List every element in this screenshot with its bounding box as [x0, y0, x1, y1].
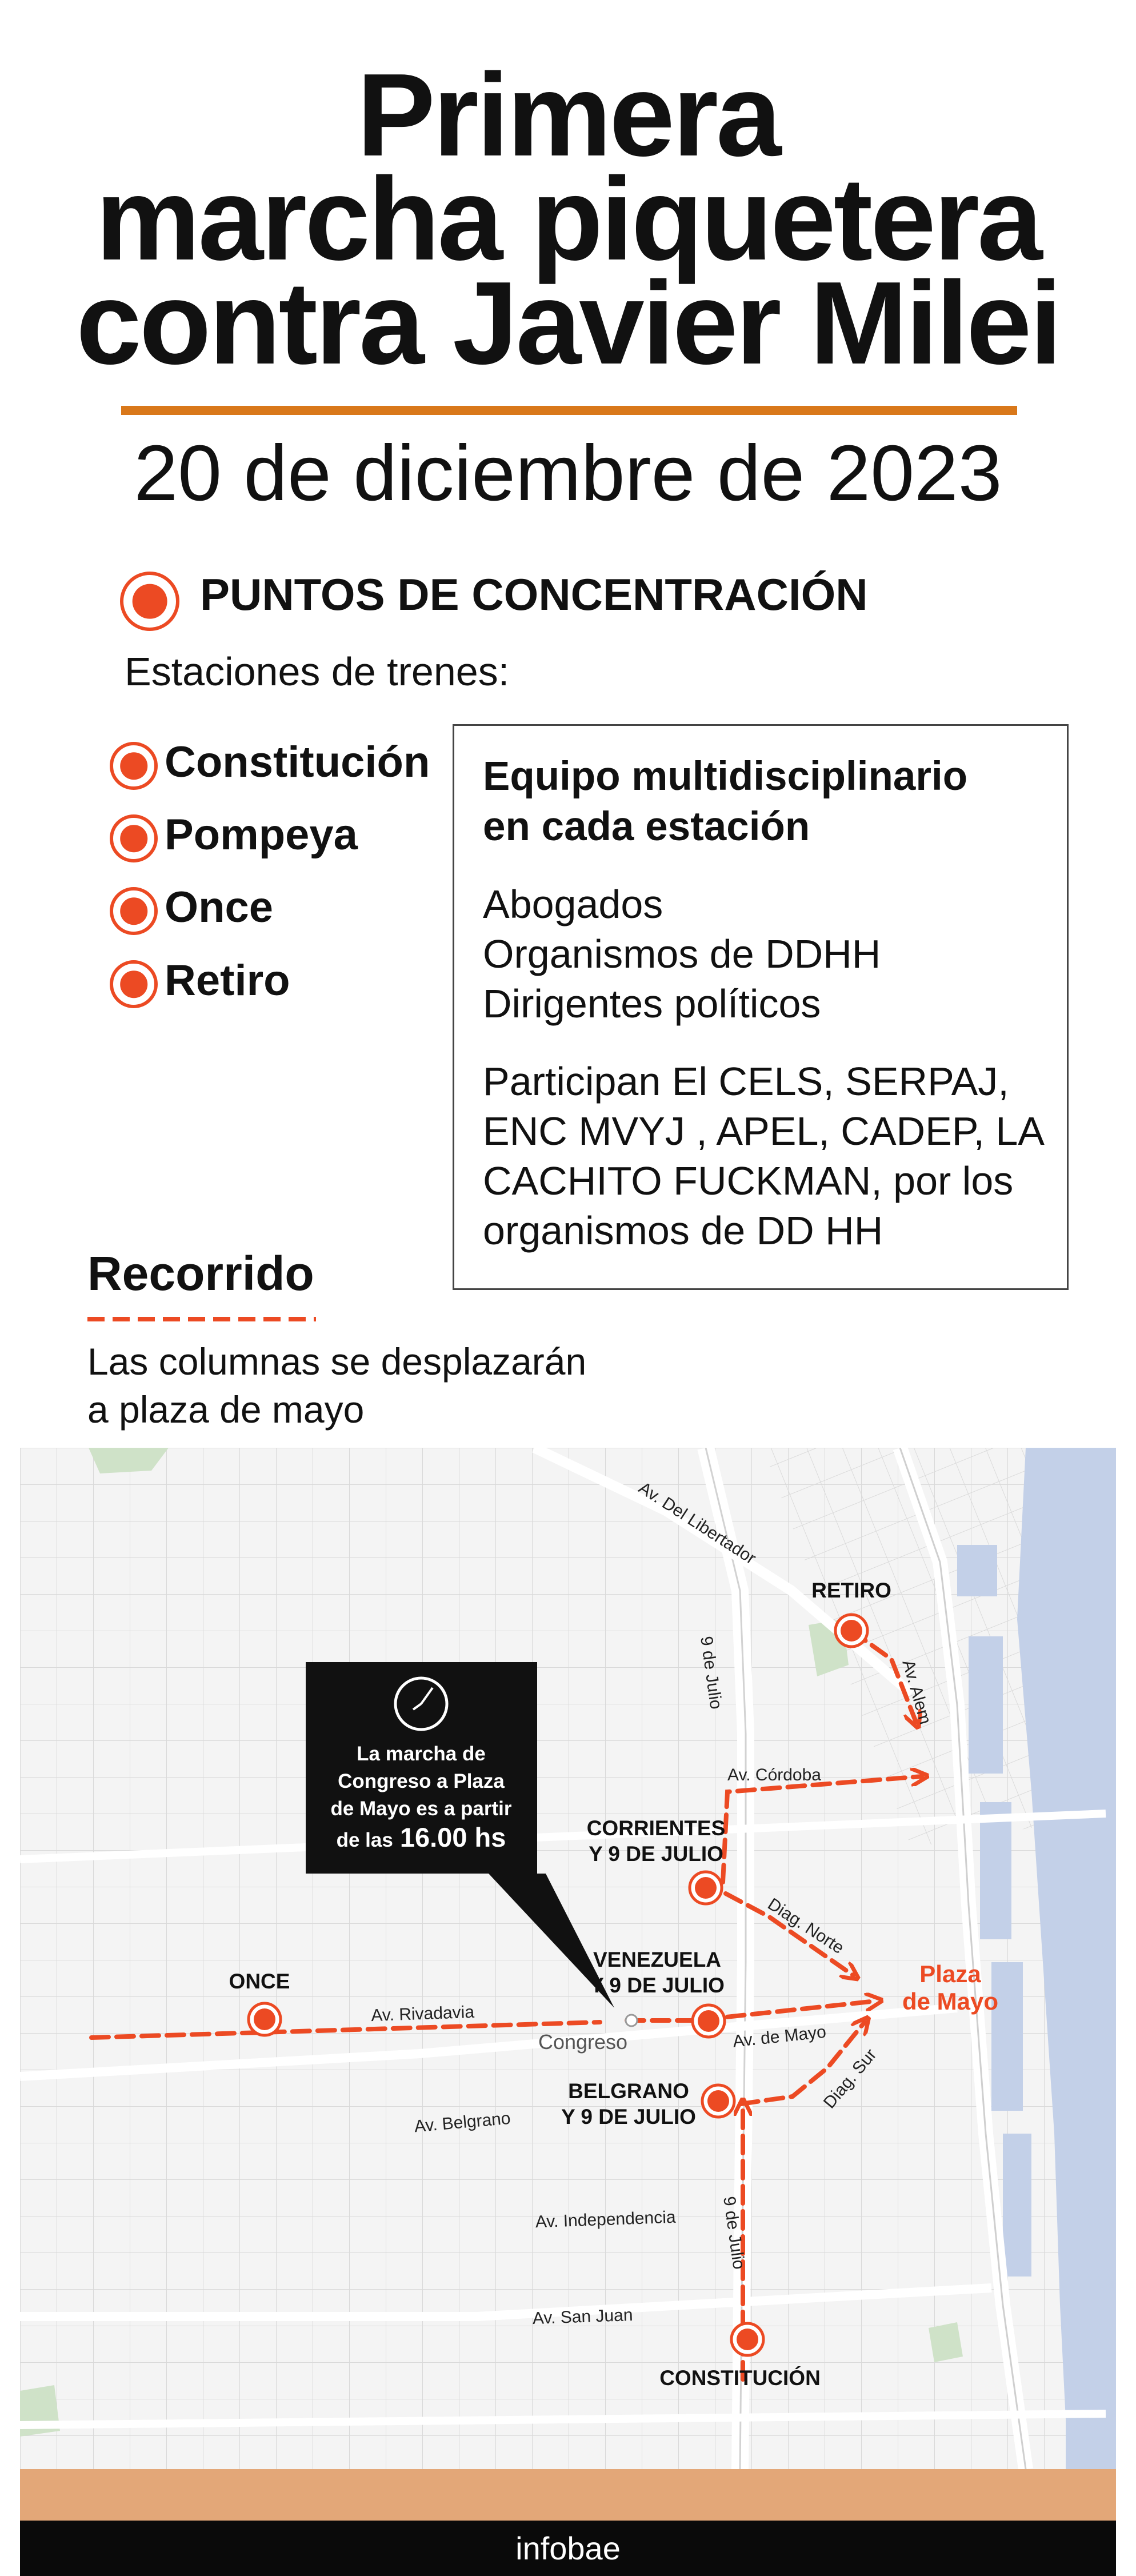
- street-independencia: Av. Independencia: [535, 2207, 677, 2232]
- route-description: [87, 1337, 586, 1433]
- brand-logo: infobae: [515, 2530, 621, 2566]
- street-9-de-julio-north: 9 de Julio: [697, 1635, 726, 1711]
- map-point-once: [249, 2003, 281, 2035]
- label-plaza-1: Plaza: [919, 1960, 981, 1987]
- participants-line-4: organismos de DD HH: [483, 1208, 883, 1253]
- street-alem: Av. Alem: [898, 1658, 935, 1727]
- participants-line-2: ENC MVYJ , APEL, CADEP, LA: [483, 1109, 1045, 1153]
- street-diag-sur: Diag. Sur: [819, 2045, 881, 2112]
- callout-time: 16.00 hs: [399, 1822, 506, 1852]
- info-box-heading: [483, 752, 967, 852]
- dock: [980, 1802, 1011, 1939]
- label-corrientes-2: Y 9 DE JULIO: [589, 1842, 723, 1866]
- callout-prefix: de las: [336, 1829, 393, 1851]
- street-diag-norte: Diag. Norte: [764, 1894, 847, 1958]
- concentration-point-icon: [120, 572, 179, 631]
- street-belgrano: Av. Belgrano: [413, 2108, 511, 2136]
- headline-line-1: Primera: [357, 49, 779, 181]
- label-venezuela-2: Y 9 DE JULIO: [590, 1974, 725, 1997]
- route-map: [20, 1448, 1116, 2469]
- label-belgrano-2: Y 9 DE JULIO: [561, 2105, 696, 2128]
- role-dirigentes: Dirigentes políticos: [483, 981, 821, 1026]
- street-cordoba: Av. Córdoba: [727, 1766, 821, 1784]
- event-date: 20 de diciembre de 2023: [134, 429, 1002, 517]
- map-point-retiro: [835, 1615, 867, 1647]
- dock: [969, 1636, 1003, 1774]
- title-underline: [121, 406, 1017, 415]
- label-belgrano-1: BELGRANO: [568, 2079, 689, 2103]
- street-san-juan: Av. San Juan: [532, 2305, 634, 2329]
- label-plaza-2: de Mayo: [902, 1988, 999, 2015]
- station-dot-icon: [110, 887, 158, 935]
- map-point-corrientes: [690, 1872, 722, 1904]
- map-point-belgrano: [702, 2085, 734, 2117]
- route-heading: Recorrido: [87, 1247, 314, 1300]
- route-desc-line-2: a plaza de mayo: [87, 1388, 365, 1431]
- role-abogados: Abogados: [483, 882, 663, 926]
- label-venezuela-1: VENEZUELA: [593, 1948, 722, 1971]
- info-box: [453, 724, 1069, 1290]
- station-retiro: Retiro: [165, 956, 290, 1005]
- label-congreso: Congreso: [538, 2030, 628, 2054]
- label-constitucion: CONSTITUCIÓN: [659, 2366, 821, 2390]
- station-pompeya: Pompeya: [165, 810, 358, 859]
- route-desc-line-1: Las columnas se desplazarán: [87, 1340, 587, 1383]
- info-heading-line-2: en cada estación: [483, 804, 810, 849]
- participants-line-1: Participan El CELS, SERPAJ,: [483, 1059, 1009, 1104]
- headline: [0, 49, 1136, 389]
- label-once: ONCE: [229, 1970, 290, 1993]
- dock: [991, 1962, 1023, 2111]
- legend-heading: PUNTOS DE CONCENTRACIÓN: [200, 569, 868, 620]
- dock: [957, 1545, 997, 1596]
- callout-line-2: Congreso a Plaza: [338, 1770, 505, 1792]
- map-point-venezuela: [693, 2005, 725, 2037]
- info-heading-line-1: Equipo multidisciplinario: [483, 754, 968, 799]
- legend-subtitle: Estaciones de trenes:: [125, 649, 510, 694]
- dock: [1003, 2134, 1031, 2277]
- park: [929, 2322, 963, 2362]
- street-de-mayo: Av. de Mayo: [731, 2022, 827, 2051]
- station-once: Once: [165, 883, 274, 932]
- headline-line-2: marcha piquetera: [95, 153, 1041, 285]
- role-organismos: Organismos de DDHH: [483, 932, 881, 976]
- label-retiro: RETIRO: [811, 1579, 891, 1602]
- station-dot-icon: [110, 814, 158, 862]
- station-dot-icon: [110, 742, 158, 790]
- footer-accent-bar: [20, 2469, 1116, 2521]
- station-dot-icon: [110, 960, 158, 1008]
- participants-line-3: CACHITO FUCKMAN, por los: [483, 1159, 1014, 1203]
- station-constitucion: Constitución: [165, 738, 430, 786]
- street-9-de-julio-south: 9 de Julio: [719, 2195, 749, 2271]
- headline-line-3: contra Javier Milei: [76, 257, 1060, 389]
- route-legend-dash: [87, 1316, 316, 1322]
- street-rivadavia: Av. Rivadavia: [370, 2002, 475, 2026]
- label-corrientes-1: CORRIENTES: [586, 1816, 726, 1840]
- callout-line-3: de Mayo es a partir: [330, 1798, 512, 1820]
- map-point-constitucion: [731, 2323, 763, 2355]
- street-libertador: Av. Del Libertador: [635, 1478, 759, 1568]
- dock: [1071, 1482, 1116, 1511]
- footer: [20, 2521, 1116, 2576]
- callout-line-1: La marcha de: [357, 1743, 486, 1765]
- congreso-marker: [626, 2015, 637, 2026]
